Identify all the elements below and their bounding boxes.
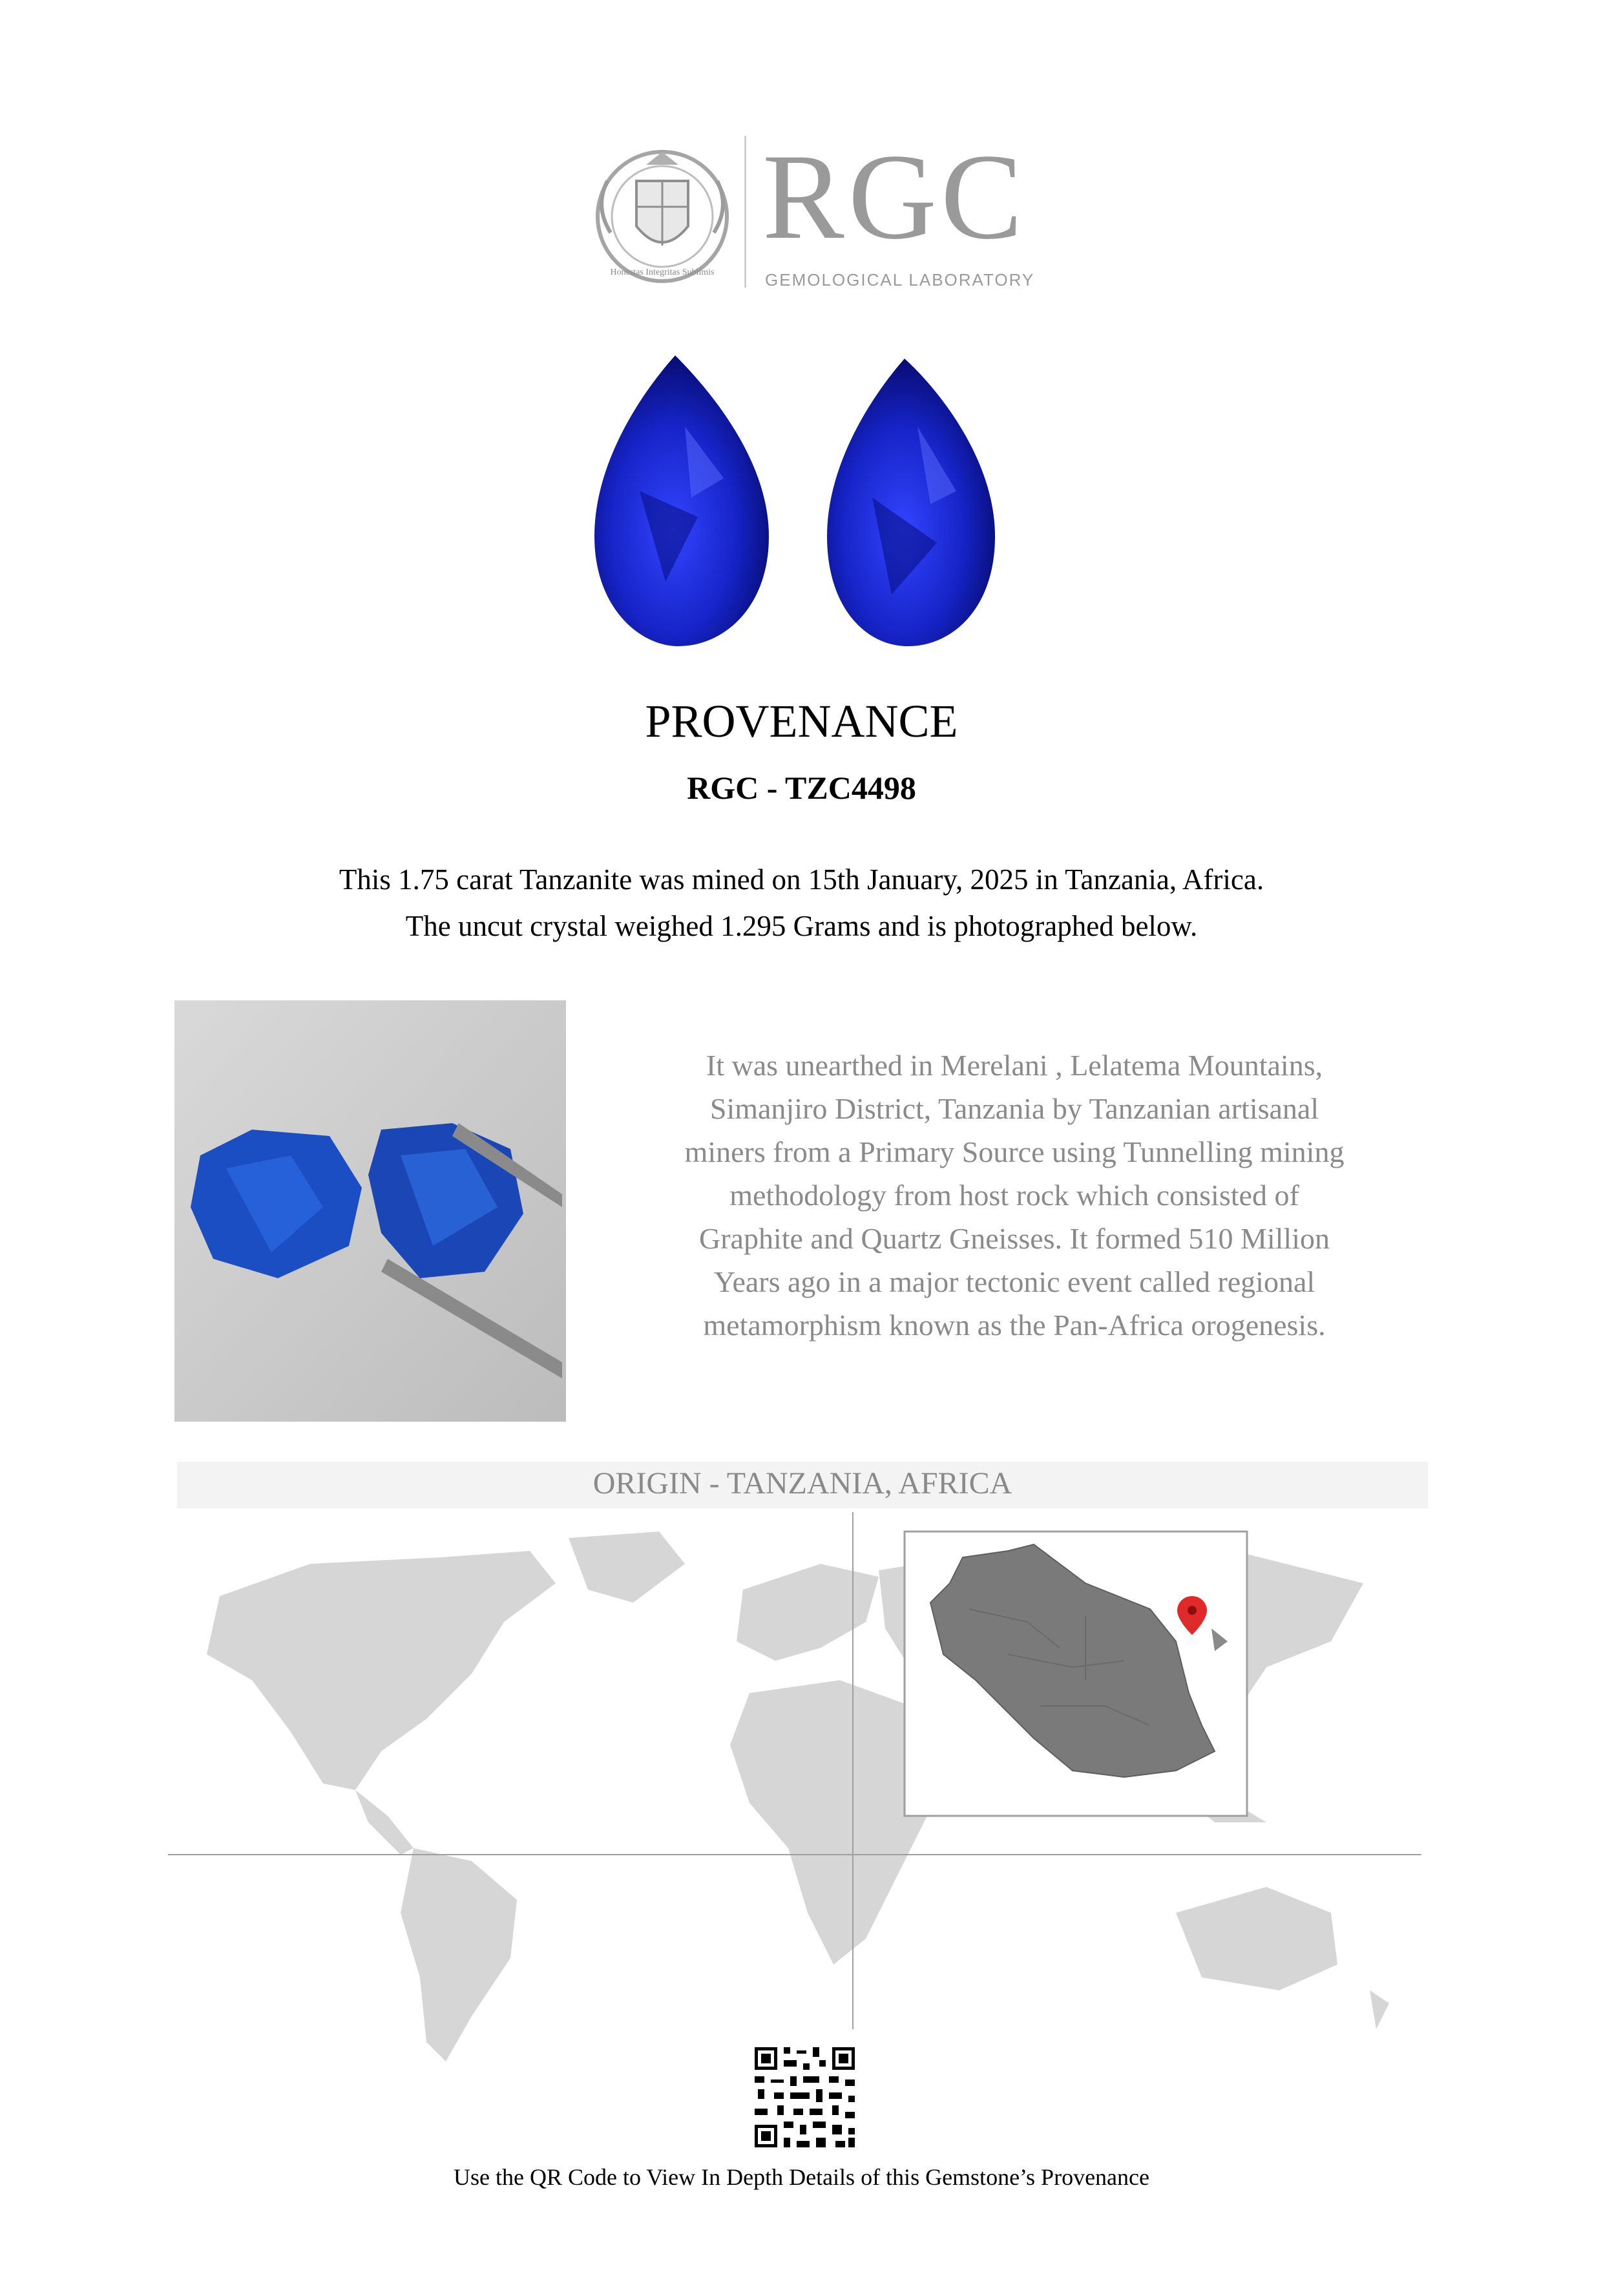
story-line: Graphite and Quartz Gneisses. It formed 510 Million <box>699 1222 1330 1255</box>
intro-line-2: The uncut crystal weighed 1.295 Grams and is photographed below. <box>405 910 1198 942</box>
svg-text:Honestas Integritas Sublimis: Honestas Integritas Sublimis <box>610 268 715 277</box>
reference-number: RGC - TZC4498 <box>687 770 916 806</box>
story-line: Years ago in a major tectonic event called regional <box>713 1265 1315 1298</box>
intro-paragraph <box>0 856 1603 949</box>
brand-subtitle: GEMOLOGICAL LABORATORY <box>765 270 1035 290</box>
story-line: It was unearthed in Merelani , Lelatema Mountains, <box>706 1049 1323 1082</box>
provenance-story <box>640 1044 1389 1347</box>
rough-crystal-photo <box>174 1000 566 1422</box>
story-line: methodology from host rock which consisted of <box>729 1179 1299 1212</box>
origin-label: ORIGIN - TANZANIA, AFRICA <box>592 1466 1012 1501</box>
qr-code-icon[interactable] <box>751 2044 858 2151</box>
brand-wordmark: RGC <box>762 129 1027 265</box>
world-map <box>168 1512 1434 2068</box>
story-line: Simanjiro District, Tanzania by Tanzanian artisanal <box>709 1092 1319 1125</box>
cut-gemstones-photo <box>569 349 1021 653</box>
story-line: metamorphism known as the Pan-Africa orogenesis. <box>703 1309 1326 1342</box>
page-title: PROVENANCE <box>645 695 958 747</box>
tanzania-inset-map <box>905 1532 1247 1816</box>
qr-caption: Use the QR Code to View In Depth Details of this Gemstone’s Provenance <box>454 2164 1149 2190</box>
crest-seal-icon <box>581 136 743 297</box>
intro-line-1: This 1.75 carat Tanzanite was mined on 15th January, 2025 in Tanzania, Africa. <box>339 863 1264 896</box>
story-line: miners from a Primary Source using Tunnelling mining <box>684 1135 1345 1168</box>
